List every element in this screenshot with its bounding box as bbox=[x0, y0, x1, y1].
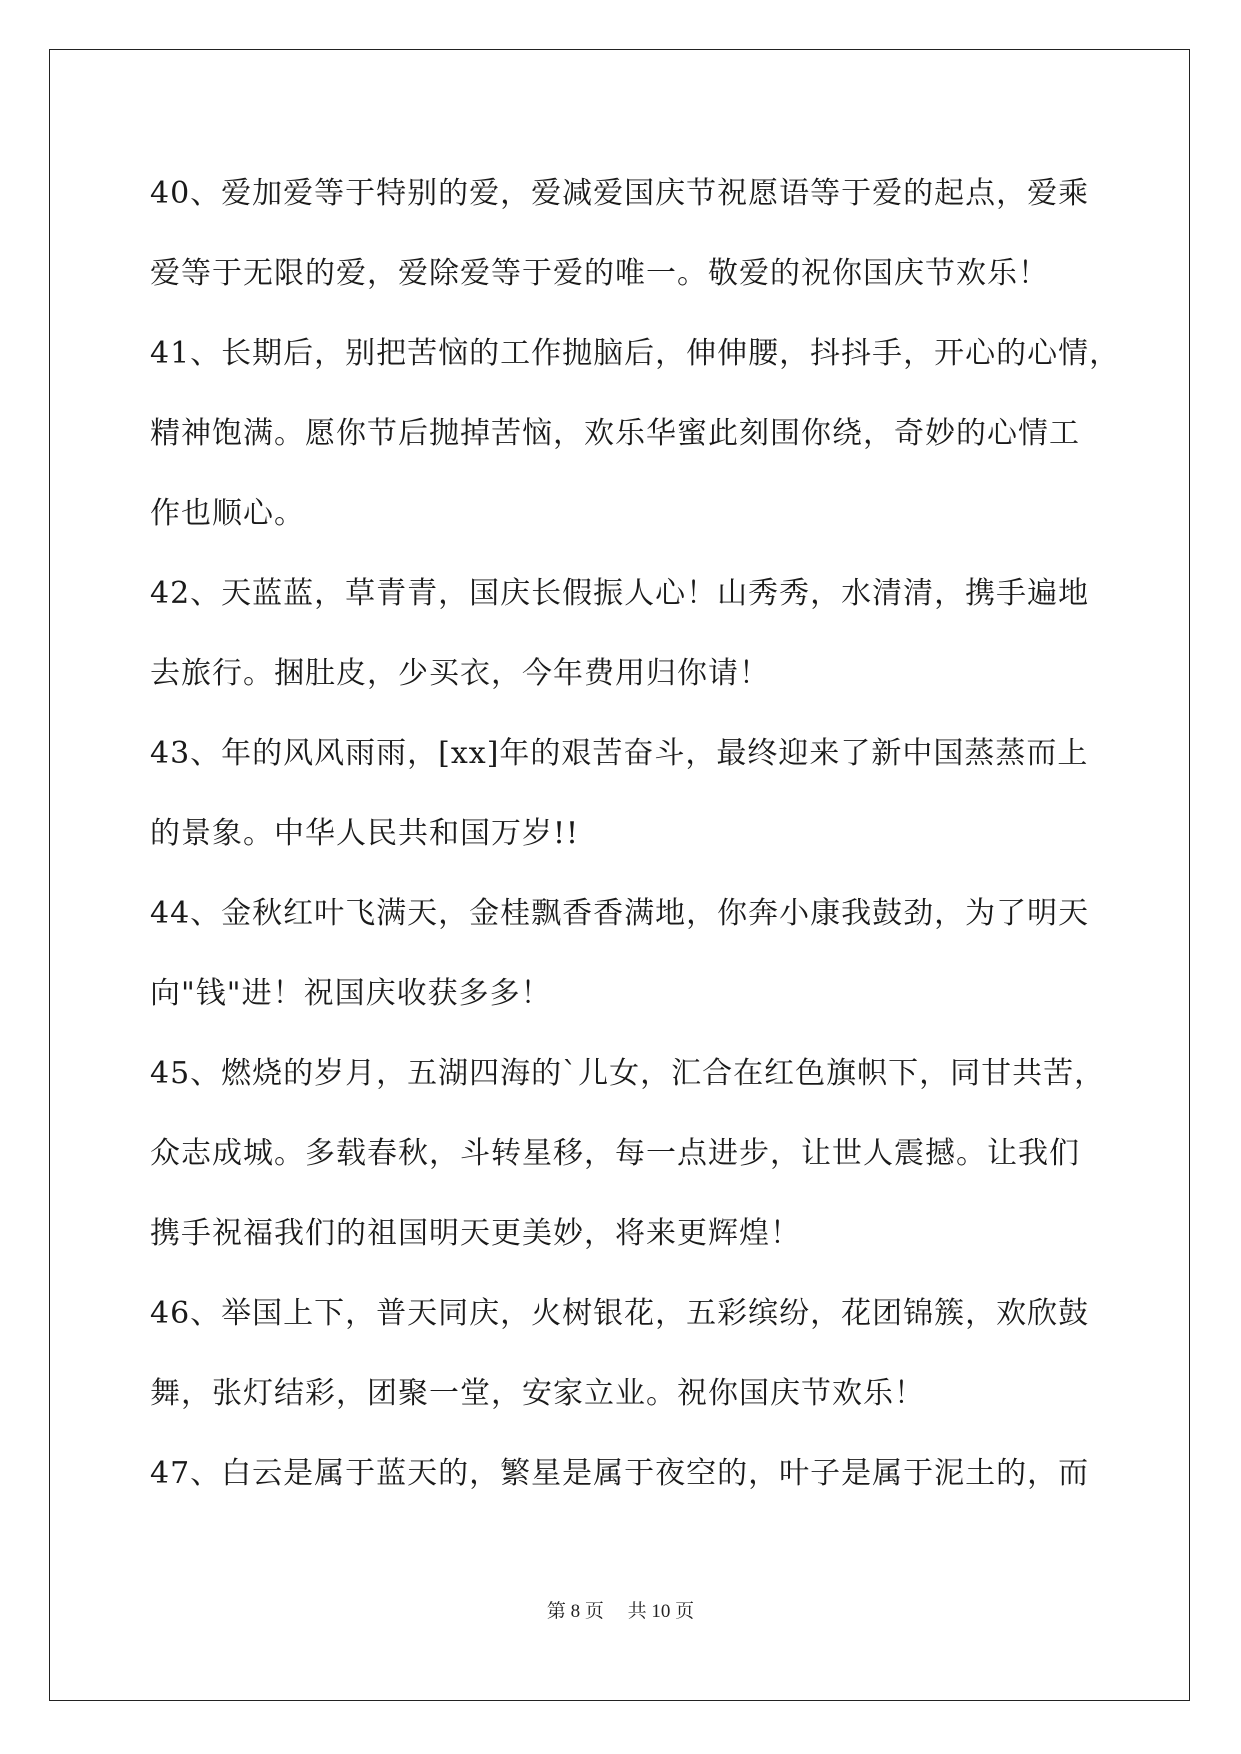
document-body bbox=[150, 154, 1121, 1514]
text-line: 爱等于无限的爱，爱除爱等于爱的唯一。敬爱的祝你国庆节欢乐！ bbox=[150, 256, 1049, 291]
text-line: 的景象。中华人民共和国万岁!! bbox=[150, 816, 580, 851]
text-line: 45、燃烧的岁月，五湖四海的`儿女，汇合在红色旗帜下，同甘共苦， bbox=[150, 1056, 1106, 1091]
text-line: 众志成城。多载春秋，斗转星移，每一点进步，让世人震撼。让我们 bbox=[150, 1136, 1080, 1171]
text-line: 41、长期后，别把苦恼的工作抛脑后，伸伸腰，抖抖手，开心的心情， bbox=[150, 336, 1121, 371]
text-line: 46、举国上下，普天同庆，火树银花，五彩缤纷，花团锦簇，欢欣鼓 bbox=[150, 1296, 1090, 1331]
text-line: 携手祝福我们的祖国明天更美妙，将来更辉煌！ bbox=[150, 1216, 801, 1251]
text-line: 42、天蓝蓝，草青青，国庆长假振人心！山秀秀，水清清，携手遍地 bbox=[150, 576, 1090, 611]
text-line: 43、年的风风雨雨，[xx]年的艰苦奋斗，最终迎来了新中国蒸蒸而上 bbox=[150, 736, 1089, 771]
text-line: 作也顺心。 bbox=[150, 496, 305, 531]
text-line: 40、爱加爱等于特别的爱，爱减爱国庆节祝愿语等于爱的起点，爱乘 bbox=[150, 176, 1090, 211]
text-line: 向"钱"进！祝国庆收获多多！ bbox=[150, 976, 552, 1011]
page-number-footer: 第 8 页 共 10 页 bbox=[546, 1601, 695, 1622]
text-line: 47、白云是属于蓝天的，繁星是属于夜空的，叶子是属于泥土的，而 bbox=[150, 1456, 1090, 1491]
text-line: 44、金秋红叶飞满天，金桂飘香香满地，你奔小康我鼓劲，为了明天 bbox=[150, 896, 1090, 931]
text-line: 精神饱满。愿你节后抛掉苦恼，欢乐华蜜此刻围你绕，奇妙的心情工 bbox=[150, 416, 1080, 451]
text-line: 去旅行。捆肚皮，少买衣，今年费用归你请！ bbox=[150, 656, 770, 691]
text-line: 舞，张灯结彩，团聚一堂，安家立业。祝你国庆节欢乐！ bbox=[150, 1376, 925, 1411]
